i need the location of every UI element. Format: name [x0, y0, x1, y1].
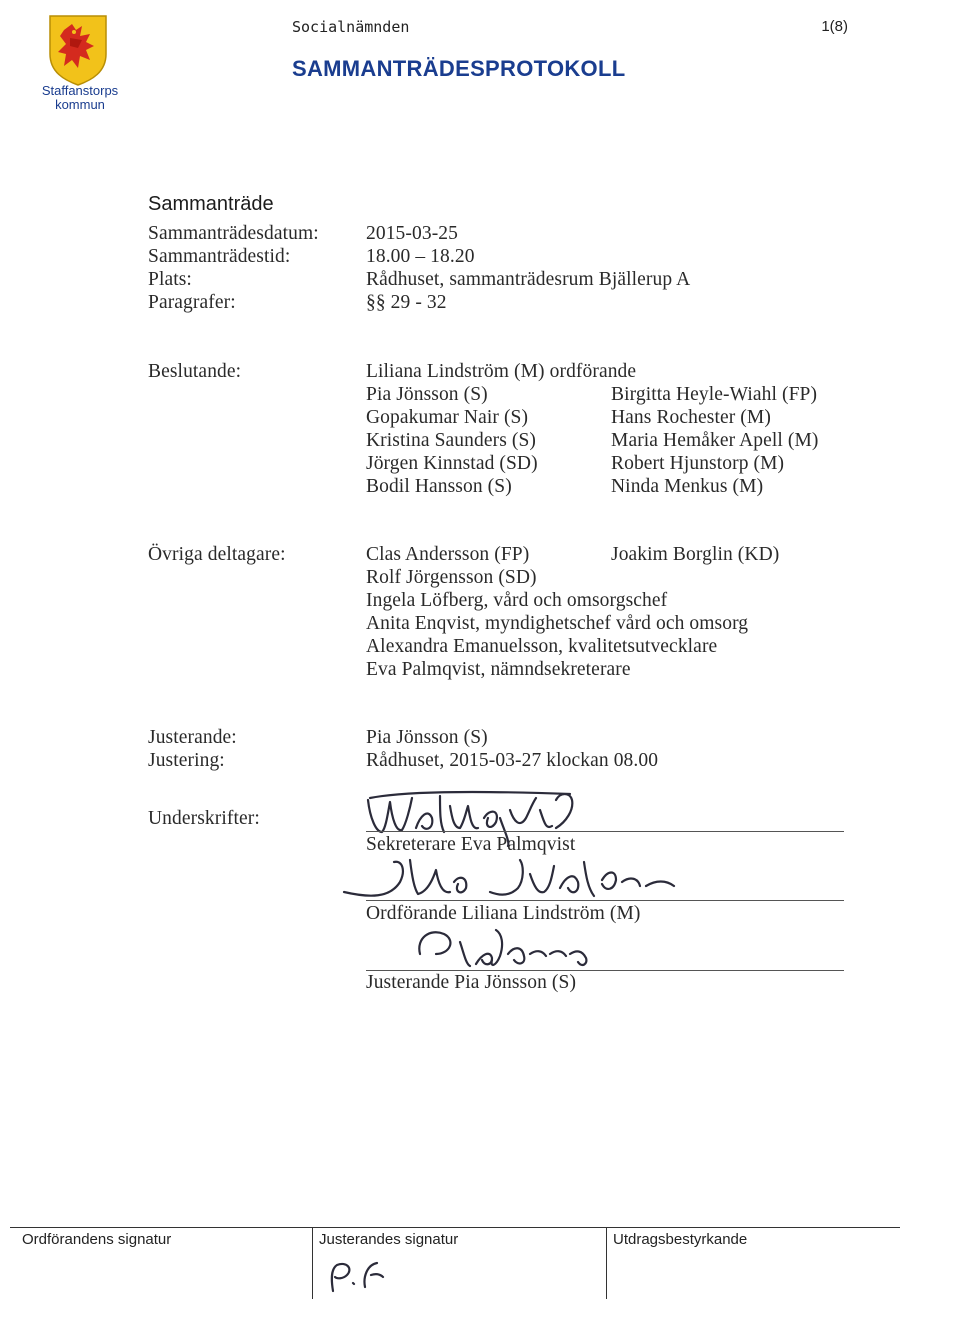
adjuster-value: Pia Jönsson (S): [366, 727, 488, 748]
field-value: 18.00 – 18.20: [366, 246, 475, 267]
field-label: Plats:: [148, 269, 192, 290]
member-right: Hans Rochester (M): [611, 407, 771, 428]
adjuster-signature-label: Justerandes signatur: [319, 1231, 459, 1248]
chair-name: Ordförande Liliana Lindström (M): [366, 903, 641, 924]
deciding-label: Beslutande:: [148, 361, 242, 382]
participant: Eva Palmqvist, nämndsekreterare: [366, 659, 631, 680]
secretary-signature-line: [366, 831, 844, 832]
member-left: Gopakumar Nair (S): [366, 407, 529, 428]
signatures-label: Underskrifter:: [148, 808, 260, 829]
page-number: 1(8): [821, 18, 848, 35]
document-title: SAMMANTRÄDESPROTOKOLL: [292, 56, 626, 81]
member-right: Robert Hjunstorp (M): [611, 453, 785, 474]
field-value: 2015-03-25: [366, 223, 458, 244]
participant: Joakim Borglin (KD): [611, 544, 780, 565]
member-left: Jörgen Kinnstad (SD): [366, 453, 538, 474]
member-right: Ninda Menkus (M): [611, 476, 764, 497]
initials-scribble: [323, 1257, 403, 1297]
adjuster-name: Justerande Pia Jönsson (S): [366, 972, 577, 993]
chair-signature-line: [366, 900, 844, 901]
municipality-name: Staffanstorps kommun: [41, 83, 119, 112]
member-left: Bodil Hansson (S): [366, 476, 512, 497]
adjustment-label: Justering:: [148, 750, 225, 771]
field-value: Rådhuset, sammanträdesrum Bjällerup A: [366, 269, 691, 290]
adjuster-label: Justerande:: [148, 727, 237, 748]
field-label: Sammanträdestid:: [148, 246, 291, 267]
participant: Anita Enqvist, myndighetschef vård och omsorg: [366, 613, 749, 634]
other-participants-label: Övriga deltagare:: [148, 544, 286, 565]
field-value: §§ 29 - 32: [366, 292, 447, 313]
crest-icon: [46, 14, 110, 86]
participant: Clas Andersson (FP): [366, 544, 530, 565]
chair-member: Liliana Lindström (M) ordförande: [366, 361, 637, 382]
meeting-section-title: Sammanträde: [148, 193, 274, 215]
adjuster-signature-scribble: [400, 924, 620, 974]
extract-certification-label: Utdragsbestyrkande: [613, 1231, 748, 1248]
extract-certification-box: [606, 1227, 901, 1299]
member-right: Birgitta Heyle-Wiahl (FP): [611, 384, 818, 405]
member-left: Kristina Saunders (S): [366, 430, 536, 451]
chair-signature-label: Ordförandens signatur: [22, 1231, 172, 1248]
adjuster-signature-line: [366, 970, 844, 971]
secretary-name: Sekreterare Eva Palmqvist: [366, 834, 576, 855]
member-right: Maria Hemåker Apell (M): [611, 430, 819, 451]
field-label: Paragrafer:: [148, 292, 236, 313]
chair-signature-box: [10, 1227, 312, 1299]
participant: Ingela Löfberg, vård och omsorgschef: [366, 590, 668, 611]
member-left: Pia Jönsson (S): [366, 384, 488, 405]
coat-of-arms: [46, 14, 110, 86]
participant: Rolf Jörgensson (SD): [366, 567, 537, 588]
field-label: Sammanträdesdatum:: [148, 223, 319, 244]
participant: Alexandra Emanuelsson, kvalitetsutvecklare: [366, 636, 718, 657]
department-name: Socialnämnden: [292, 18, 410, 36]
adjustment-value: Rådhuset, 2015-03-27 klockan 08.00: [366, 750, 659, 771]
adjuster-signature-box: [312, 1227, 607, 1299]
